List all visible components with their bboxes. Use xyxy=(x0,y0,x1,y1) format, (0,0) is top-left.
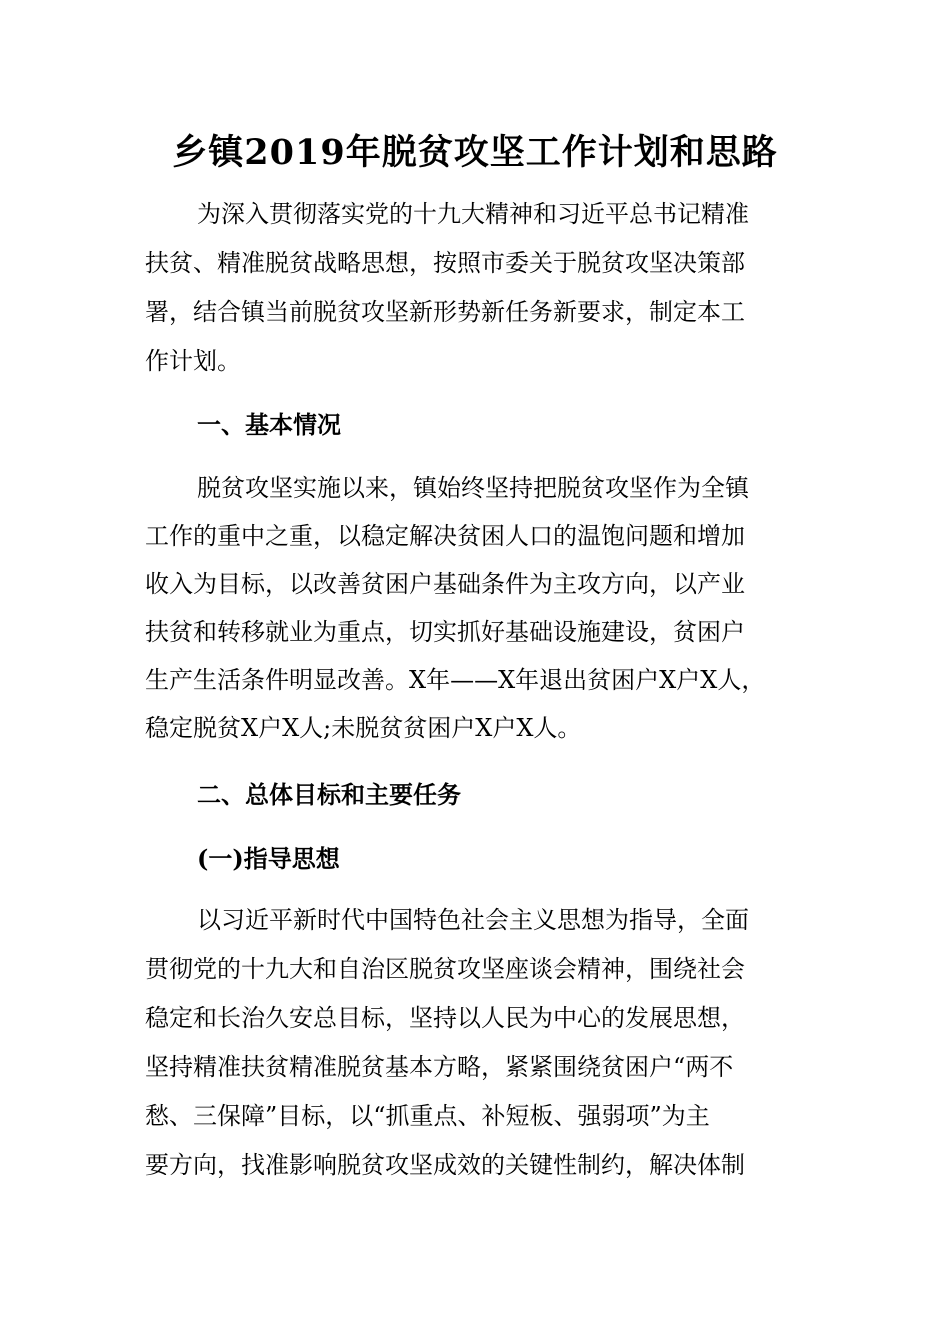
section1-line-3: 收入为目标，以改善贫困户基础条件为主攻方向，以产业 xyxy=(145,570,745,598)
section-heading-basic-situation: 一、基本情况 xyxy=(197,410,341,439)
subsection-heading-guiding-ideology: (一)指导思想 xyxy=(197,844,340,873)
intro-line-4: 作计划。 xyxy=(145,347,241,375)
section1-line-5: 生产生活条件明显改善。X年——X年退出贫困户X户X人， xyxy=(145,666,766,694)
section1-line-1: 脱贫攻坚实施以来，镇始终坚持把脱贫攻坚作为全镇 xyxy=(197,474,749,502)
subsection1-line-1: 以习近平新时代中国特色社会主义思想为指导，全面 xyxy=(197,906,749,934)
subsection1-line-6: 要方向，找准影响脱贫攻坚成效的关键性制约，解决体制 xyxy=(145,1151,745,1179)
section-heading-goals-tasks: 二、总体目标和主要任务 xyxy=(197,780,461,809)
intro-line-2: 扶贫、精准脱贫战略思想，按照市委关于脱贫攻坚决策部 xyxy=(145,249,745,277)
document-title: 乡镇2019年脱贫攻坚工作计划和思路 xyxy=(172,132,778,173)
intro-line-1: 为深入贯彻落实党的十九大精神和习近平总书记精准 xyxy=(197,200,749,228)
subsection1-line-2: 贯彻党的十九大和自治区脱贫攻坚座谈会精神，围绕社会 xyxy=(145,955,745,983)
intro-line-3: 署，结合镇当前脱贫攻坚新形势新任务新要求，制定本工 xyxy=(145,298,745,326)
section1-line-6: 稳定脱贫X户X人;未脱贫贫困户X户X人。 xyxy=(145,714,582,742)
section1-line-2: 工作的重中之重，以稳定解决贫困人口的温饱问题和增加 xyxy=(145,522,745,550)
subsection1-line-3: 稳定和长治久安总目标，坚持以人民为中心的发展思想， xyxy=(145,1004,745,1032)
subsection1-line-4: 坚持精准扶贫精准脱贫基本方略，紧紧围绕贫困户“两不 xyxy=(145,1053,734,1081)
section1-line-4: 扶贫和转移就业为重点，切实抓好基础设施建设，贫困户 xyxy=(145,618,745,646)
subsection1-line-5: 愁、三保障”目标，以“抓重点、补短板、强弱项”为主 xyxy=(145,1102,710,1130)
